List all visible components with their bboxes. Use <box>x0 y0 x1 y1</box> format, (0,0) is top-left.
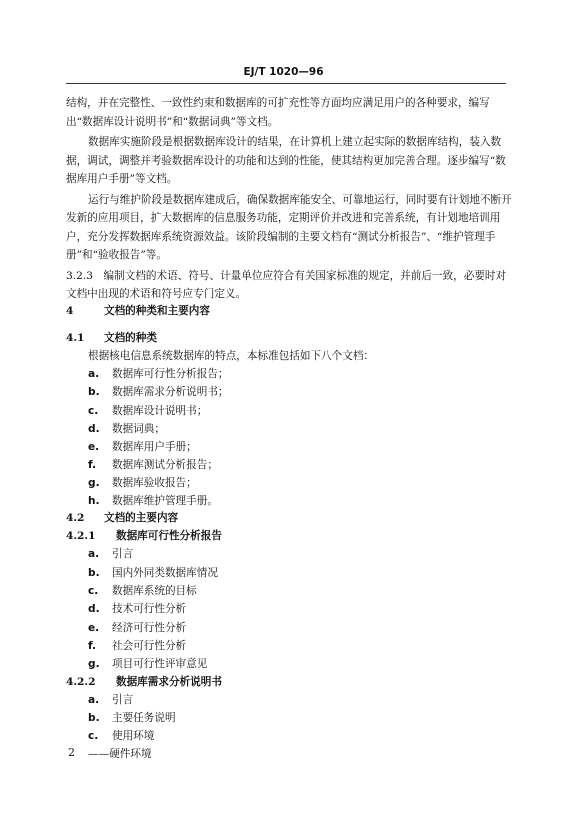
paragraph-implementation: 数据库实施阶段是根据数据库设计的结果，在计算机上建立起实际的数据库结构，装入数据，调试，调整并考验数据库设计的功能和达到的性能，使其结构更加完善合理。逐步编写“数据库用户手册”等文档。 <box>66 136 506 185</box>
list-item: e. 经济可行性分析 <box>88 622 187 634</box>
list-item: h. 数据库维护管理手册。 <box>88 495 218 507</box>
list-item: e. 数据库用户手册； <box>88 441 197 453</box>
list-item: d. 数据词典； <box>88 423 165 435</box>
section-4-1-intro: 根据核电信息系统数据库的特点，本标准包括如下八个文档： <box>88 350 375 362</box>
page-number: 2 <box>68 746 75 759</box>
list-item: a. 数据库可行性分析报告； <box>88 368 229 380</box>
list-item: b. 数据库需求分析说明书； <box>88 386 229 398</box>
list-item: g. 数据库验收报告； <box>88 477 197 489</box>
list-item: b. 主要任务说明 <box>88 712 176 724</box>
paragraph-continuation: 结构，并在完整性、一致性约束和数据库的可扩充性等方面均应满足用户的各种要求，编写出“数据库设计说明书”和“数据词典”等文档。 <box>66 97 490 128</box>
section-4-heading <box>66 303 516 318</box>
section-number: 4 <box>66 305 74 317</box>
list-item: a. 引言 <box>88 694 134 706</box>
list-item: g. 项目可行性评审意见 <box>88 658 208 670</box>
list-item: f. 数据库测试分析报告； <box>88 459 218 471</box>
list-item: b. 国内外同类数据库情况 <box>88 567 218 579</box>
body-paragraphs <box>66 94 516 304</box>
section-title: 数据库可行性分析报告 <box>116 530 222 542</box>
clause-3-2-3: 3.2.3 编制文档的术语、符号、计量单位应符合有关国家标准的规定，并前后一致，必要时对文档中出现的术语和符号应专门定义。 <box>66 269 507 300</box>
sub-list-item: ——硬件环境 <box>88 748 152 760</box>
section-title: 文档的种类和主要内容 <box>104 305 210 317</box>
list-item: f. 社会可行性分析 <box>88 640 187 652</box>
list-item: a. 引言 <box>88 548 134 560</box>
section-title: 文档的种类 <box>104 332 157 344</box>
standard-code-header: EJ/T 1020—96 <box>243 66 324 78</box>
header-rule <box>66 83 506 84</box>
section-4-1-heading <box>66 330 516 345</box>
section-number: 4.2.1 <box>66 530 96 542</box>
list-item: c. 数据库系统的目标 <box>88 585 197 597</box>
list-item: d. 技术可行性分析 <box>88 603 187 615</box>
section-number: 4.1 <box>66 332 85 344</box>
list-item: c. 使用环境 <box>88 730 155 742</box>
section-title: 数据库需求分析说明书 <box>116 676 222 688</box>
paragraph-maintenance: 运行与维护阶段是数据库建成后，确保数据库能安全、可靠地运行，同时要有计划地不断开发新的应用项目，扩大数据库的信息服务功能，定期评价并改进和完善系统，有计划地培训用户，充分发挥数据库系统资源效益。该阶段编制的主要文档有“测试分析报告”、“维护管理手册”和“验收报告”等。 <box>66 193 512 261</box>
section-4-2-heading <box>66 510 516 525</box>
list-item: c. 数据库设计说明书； <box>88 405 208 417</box>
section-title: 文档的主要内容 <box>104 512 179 524</box>
section-4-2-1-heading <box>66 528 516 543</box>
section-number: 4.2.2 <box>66 676 96 688</box>
section-number: 4.2 <box>66 512 85 524</box>
section-4-2-2-heading <box>66 674 516 689</box>
